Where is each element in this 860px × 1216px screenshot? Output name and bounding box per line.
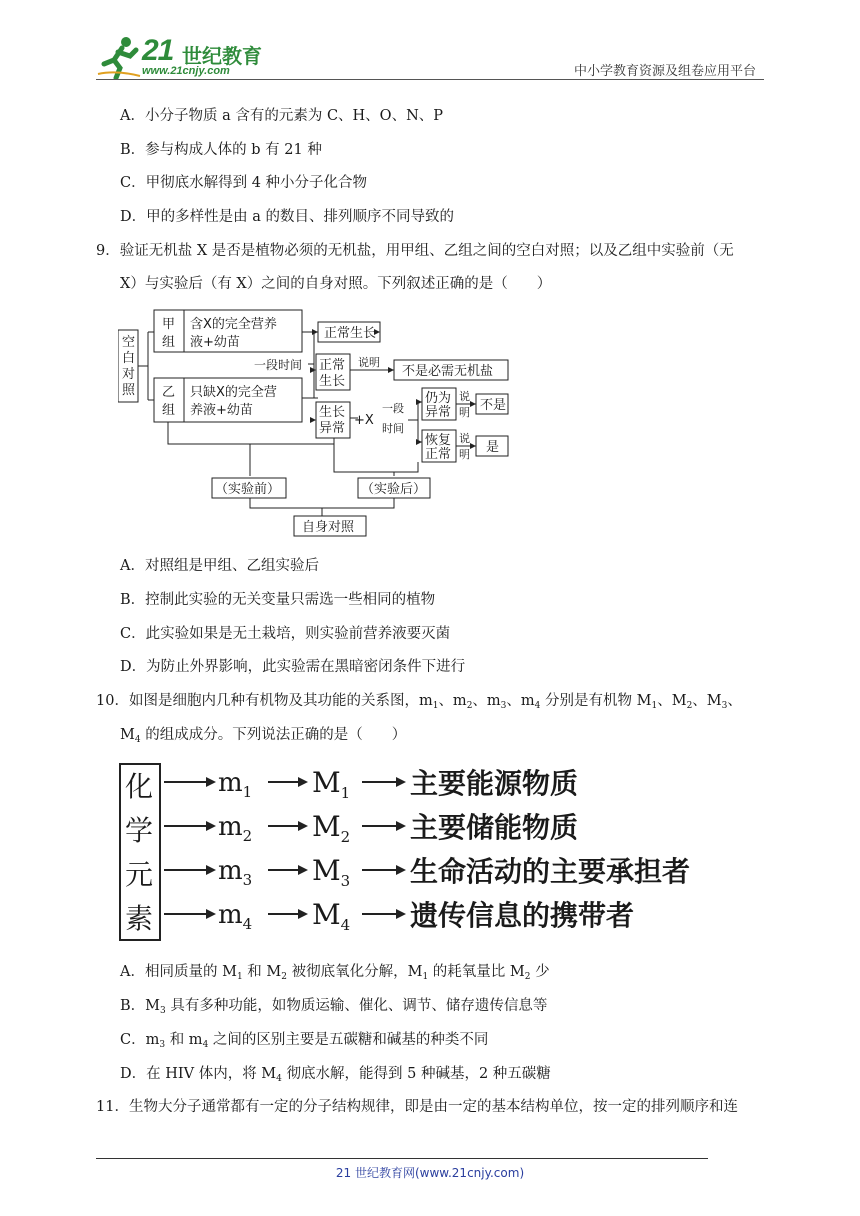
normal-growth-label: 正常生长 [324,326,377,341]
q9-option-b: B．控制此实验的无关变量只需选一些相同的植物 [120,592,436,608]
yes-label: 是 [486,440,500,455]
period-label: 一段时间 [254,358,303,372]
normal-1: 正常 [319,358,346,373]
group-a-content-1: 含X的完全营养 [190,317,277,332]
still-abnormal-2: 异常 [425,405,452,420]
q8-option-a: A．小分子物质 a 含有的元素为 C、H、O、N、P [120,108,444,124]
blank-control-char-4: 照 [122,383,136,398]
group-a-content-2: 液+幼苗 [190,335,240,350]
q9-diagram [118,308,518,540]
big-M1: $M_1$ [312,766,351,802]
q10-option-c: C．$m_3$ 和 $m_4$ 之间的区别主要是五碳糖和碱基的种类不同 [120,1032,489,1050]
recover-2: 正常 [425,447,452,462]
explain-v-1b: 明 [459,406,470,419]
big-M4: $M_4$ [312,898,351,934]
arrow-element-to-m1-head [206,777,216,787]
function-label-3: 生命活动的主要承担者 [410,855,691,888]
explain-label: 说明 [358,356,380,369]
before-label: （实验前） [215,482,281,497]
arrow-M-to-function3-head [396,865,406,875]
still-abnormal-1: 仍为 [425,391,452,406]
abnormal-1: 生长 [319,405,346,420]
q10-option-a: A．相同质量的 $M_1$ 和 $M_2$ 被彻底氧化分解，$M_1$ 的耗氧量比 $M_2$ 少 [120,964,550,982]
arrow-m-to-M4-head [298,909,308,919]
header-divider [96,79,764,80]
footer-divider [96,1158,708,1159]
explain-v-2b: 明 [459,448,470,461]
element-char-3: 元 [125,858,154,891]
logo-number: 21 [142,34,174,67]
q10-option-b: B．$M_3$ 具有多种功能，如物质运输、催化、调节、储存遗传信息等 [120,998,548,1016]
function-label-2: 主要储能物质 [410,811,579,844]
runner-logo-icon [96,34,142,80]
q10-stem-line1: 10．如图是细胞内几种有机物及其功能的关系图，$m_1$、$m_2$、$m_3$、$m_4$ 分别是有机物 $M_1$、$M_2$、$M_3$、 [96,693,742,711]
function-label-4: 遗传信息的携带者 [410,899,635,932]
group-a-char-1: 甲 [162,317,176,332]
q9-stem-line2: X）与实验后（有 X）之间的自身对照。下列叙述正确的是（ ） [120,276,552,292]
group-b-content-2: 养液+幼苗 [190,403,253,418]
q9-option-a: A．对照组是甲组、乙组实验后 [120,558,319,574]
normal-2: 生长 [319,374,346,389]
q9-stem-line1: 9．验证无机盐 X 是否是植物必须的无机盐，用甲组、乙组之间的空白对照；以及乙组中实验前（无 [96,243,734,259]
logo-text: 世纪教育 [182,44,262,68]
explain-v-1a: 说 [459,390,470,403]
after-label: （实验后） [361,482,427,497]
logo-url: www.21cnjy.com [142,65,230,77]
q10-stem-line2: $M_4$ 的组成成分。下列说法正确的是（ ） [120,727,407,745]
group-b-char-1: 乙 [162,385,176,400]
arrow-m-to-M3-head [298,865,308,875]
group-a-char-2: 组 [162,335,176,350]
arrow-M-to-function1-head [396,777,406,787]
q8-option-b: B．参与构成人体的 b 有 21 种 [120,142,322,158]
q11-stem-line1: 11．生物大分子通常都有一定的分子结构规律，即是由一定的基本结构单位，按一定的排列顺序和连 [96,1099,738,1115]
self-control-label: 自身对照 [302,520,355,535]
function-label-1: 主要能源物质 [410,767,579,800]
q9-option-c: C．此实验如果是无土栽培，则实验前营养液要灭菌 [120,626,451,642]
small-m4: $m_4$ [218,900,253,933]
blank-control-char-2: 白 [122,351,136,366]
q8-option-c: C．甲彻底水解得到 4 种小分子化合物 [120,175,368,191]
arrow-M-to-function2-head [396,821,406,831]
blank-control-char-1: 空 [122,335,136,350]
platform-name: 中小学教育资源及组卷应用平台 [573,64,756,79]
q10-diagram [118,760,698,946]
arrow-element-to-m2-head [206,821,216,831]
abnormal-2: 异常 [319,421,346,436]
recover-1: 恢复 [425,433,452,448]
arrow-M-to-function4-head [396,909,406,919]
arrow-m-to-M1-head [298,777,308,787]
plus-x-label: +X [354,413,374,428]
small-m3: $m_3$ [218,856,253,889]
period2-1: 一段 [382,402,404,415]
small-m2: $m_2$ [218,812,253,845]
big-M3: $M_3$ [312,854,351,890]
q8-option-d: D．甲的多样性是由 a 的数目、排列顺序不同导致的 [120,209,454,225]
blank-control-char-3: 对 [122,367,136,382]
not-required-label: 不是必需无机盐 [402,364,494,379]
not-label: 不是 [480,398,507,413]
arrow-element-to-m4-head [206,909,216,919]
arrow-m-to-M2-head [298,821,308,831]
group-b-char-2: 组 [162,403,176,418]
small-m1: $m_1$ [218,768,253,801]
footer-text: 21 世纪教育网(www.21cnjy.com) [335,1166,525,1180]
explain-v-2a: 说 [459,432,470,445]
big-M2: $M_2$ [312,810,351,846]
element-char-2: 学 [125,814,154,847]
q10-option-d: D．在 HIV 体内，将 $M_4$ 彻底水解，能得到 5 种碱基，2 种五碳糖 [120,1066,551,1084]
group-b-content-1: 只缺X的完全营 [190,385,277,400]
arrow-element-to-m3-head [206,865,216,875]
element-char-1: 化 [125,770,154,803]
logo [96,34,266,80]
period2-2: 时间 [382,422,404,435]
element-char-4: 素 [125,902,154,935]
q9-option-d: D．为防止外界影响，此实验需在黑暗密闭条件下进行 [120,659,466,675]
